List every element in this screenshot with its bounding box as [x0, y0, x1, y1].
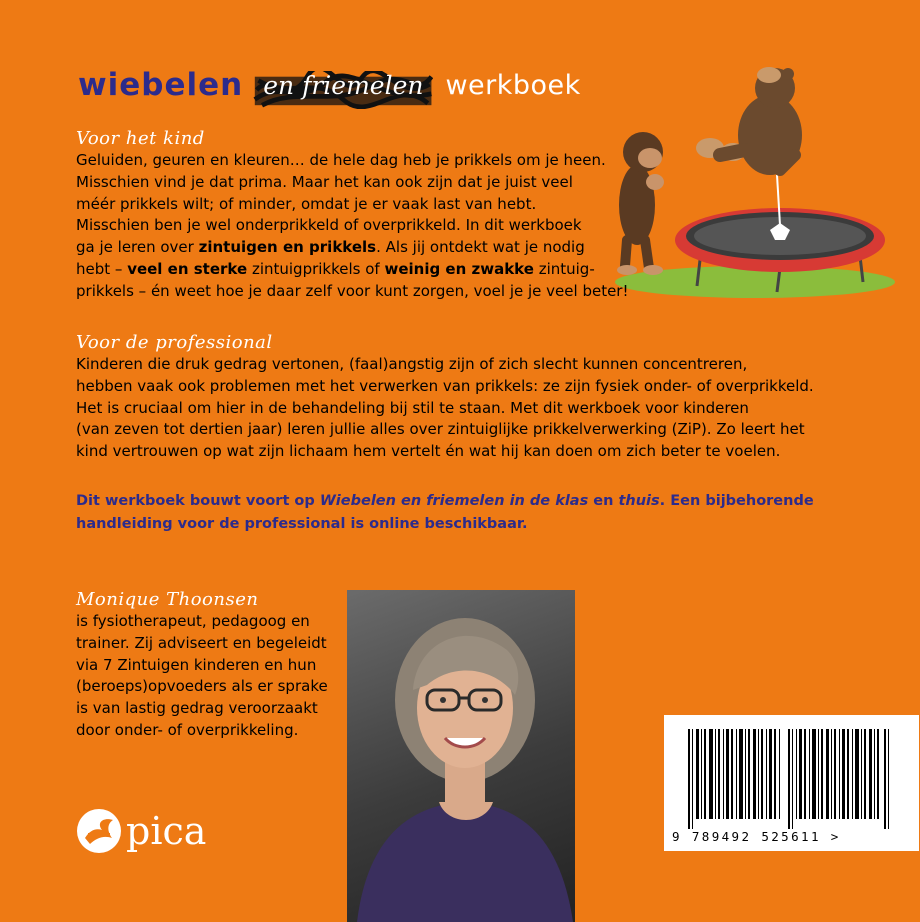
kind-line-5: ga je leren over zintuigen en prikkels. Als jij ontdekt wat je nodig	[76, 238, 585, 257]
author-photo	[347, 590, 575, 922]
barcode-number: 9 789492 525611 >	[672, 829, 841, 844]
highlight-line-1: Dit werkboek bouwt voort op Wiebelen en friemelen in de klas en thuis. Een bijbehorende	[76, 493, 814, 509]
title-scribble	[253, 69, 433, 102]
author-bio	[76, 611, 328, 742]
bio-line-3: via 7 Zintuigen kinderen en hun	[76, 655, 317, 674]
bio-line-5: is van lastig gedrag veroorzaakt	[76, 699, 318, 718]
kind-line-6: hebt – veel en sterke zintuigprikkels of weinig en zwakke zintuig-	[76, 259, 595, 278]
bio-line-2: trainer. Zij adviseert en begeleidt	[76, 633, 327, 652]
kind-line-4: Misschien ben je wel onderprikkeld of overprikkeld. In dit werkboek	[76, 216, 582, 235]
bear-figure	[696, 67, 802, 175]
trampoline-illustration	[605, 60, 905, 300]
book-title	[78, 60, 581, 110]
kind-line-7: prikkels – én weet hoe je daar zelf voor kunt zorgen, voel je je veel beter!	[76, 281, 629, 300]
prof-line-2: hebben vaak ook problemen met het verwerken van prikkels: ze zijn fysiek onder- of overprikkeld.	[76, 376, 814, 395]
heading-voor-de-professional: Voor de professional	[76, 332, 273, 353]
bio-line-4: (beroeps)opvoeders als er sprake	[76, 677, 328, 696]
pica-emblem-icon	[76, 808, 122, 854]
title-werkboek: werkboek	[445, 69, 581, 101]
heading-voor-het-kind: Voor het kind	[76, 128, 205, 149]
title-friemelen: en friemelen	[263, 70, 424, 100]
section-prof-text	[76, 354, 814, 463]
highlight-line-2: handleiding voor de professional is online beschikbaar.	[76, 516, 528, 532]
prof-line-3: Het is cruciaal om hier in de behandeling bij stil te staan. Met dit werkboek voor kinderen	[76, 398, 749, 417]
publisher-name: pica	[126, 809, 207, 853]
portrait	[347, 590, 575, 922]
prof-line-5: kind vertrouwen op wat zijn lichaam hem vertelt én wat hij kan doen om zich beter te voelen.	[76, 442, 781, 461]
publisher-logo	[76, 808, 206, 854]
kind-line-1: Geluiden, geuren en kleuren… de hele dag heb je prikkels om je heen.	[76, 151, 606, 169]
kind-line-3: méér prikkels wilt; of minder, omdat je er vaak last van hebt.	[76, 194, 537, 213]
bio-line-6: door onder- of overprikkeling.	[76, 720, 299, 739]
title-wiebelen: wiebelen	[78, 67, 244, 103]
prof-line-4: (van zeven tot dertien jaar) leren jullie alles over zintuiglijke prikkelverwerking (ZiP). Zo leert het	[76, 420, 805, 439]
kind-line-2: Misschien vind je dat prima. Maar het kan ook zijn dat je juist veel	[76, 172, 573, 191]
author-name: Monique Thoonsen	[76, 589, 259, 610]
barcode-box	[664, 715, 919, 851]
highlight-text	[76, 490, 814, 536]
section-kind-text	[76, 150, 628, 303]
bio-line-1: is fysiotherapeut, pedagoog en	[76, 612, 310, 630]
prof-line-1: Kinderen die druk gedrag vertonen, (faal)angstig zijn of zich slecht kunnen concentreren,	[76, 355, 748, 373]
barcode-bars	[688, 729, 898, 829]
